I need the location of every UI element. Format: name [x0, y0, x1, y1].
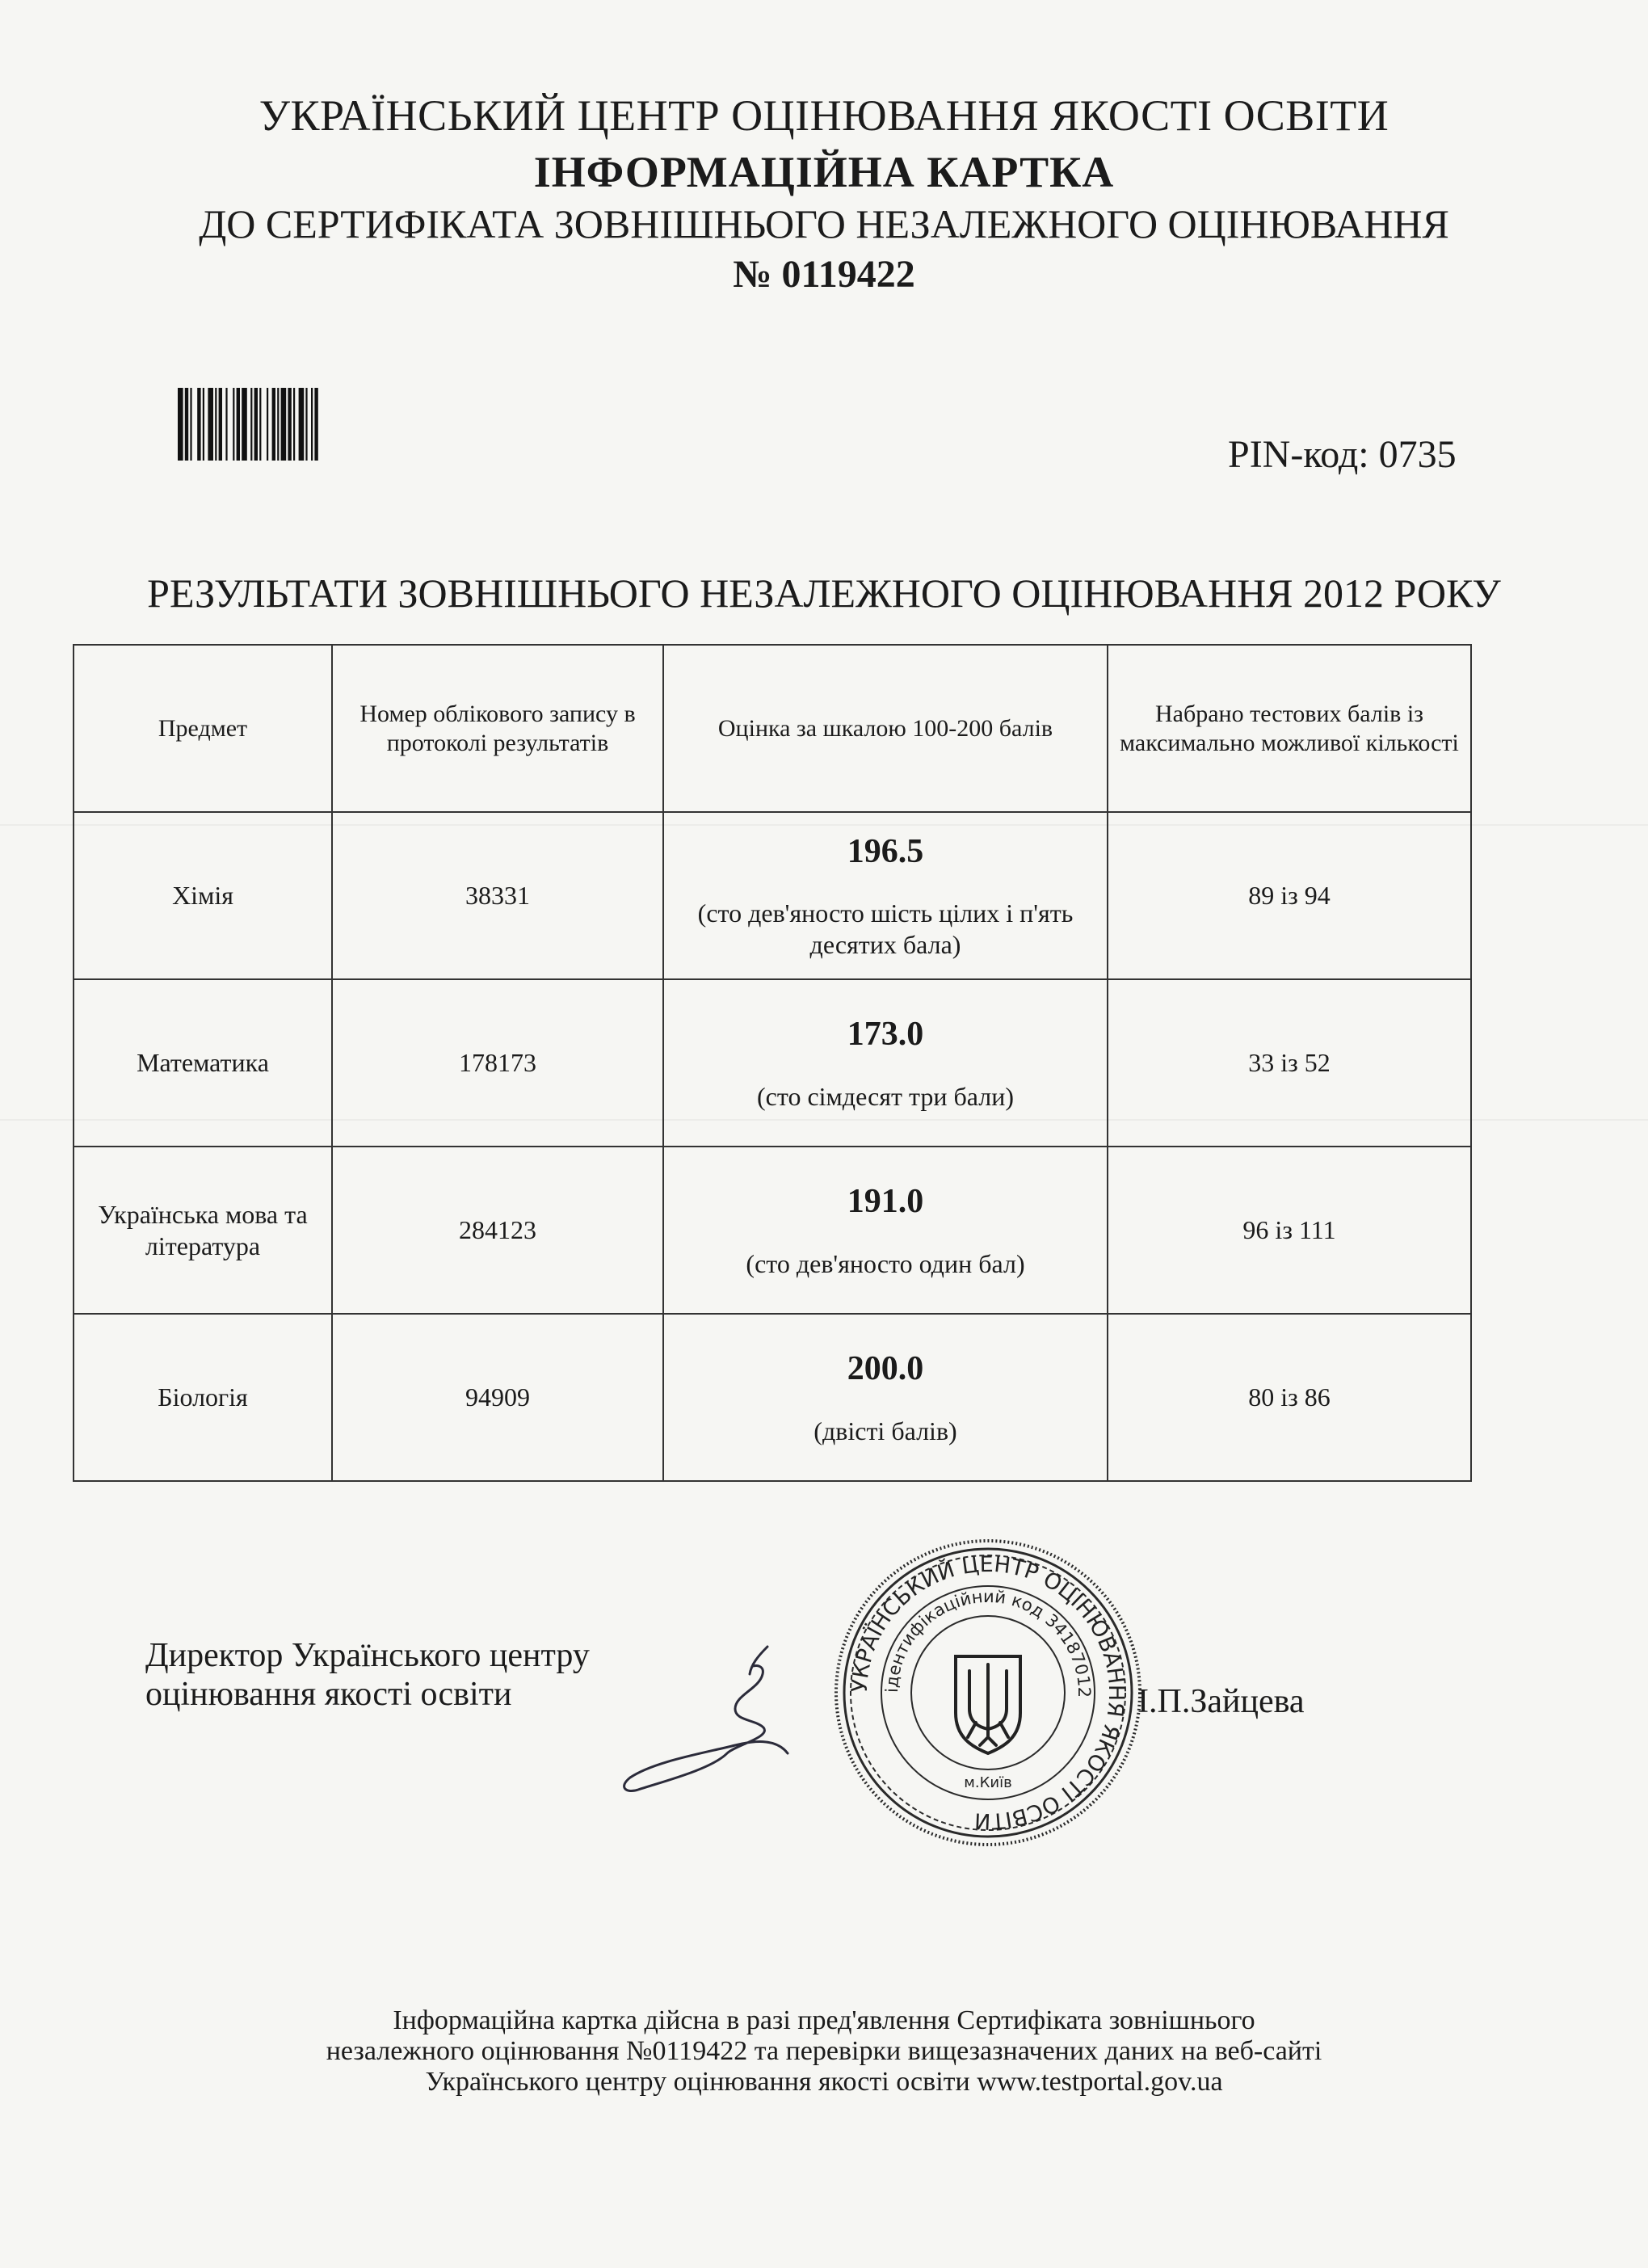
footer-line: незалежного оцінювання №0119422 та перевірки вищезазначених даних на веб-сайті — [326, 2036, 1322, 2066]
barcode-bar — [259, 388, 261, 461]
column-header-record: Номер облікового запису в протоколі результатів — [332, 645, 663, 812]
barcode-bar — [237, 388, 240, 461]
column-header-score: Оцінка за шкалою 100-200 балів — [663, 645, 1108, 812]
barcode-bar — [314, 388, 317, 461]
score-value: 200.0 — [847, 1350, 924, 1388]
official-seal — [830, 1535, 1146, 1850]
score-cell — [663, 812, 1108, 979]
points-cell: 96 із 111 — [1108, 1147, 1471, 1314]
director-line: оцінювання якості освіти — [145, 1676, 512, 1714]
column-header-subject: Предмет — [74, 645, 332, 812]
score-value: 191.0 — [847, 1183, 924, 1221]
barcode — [178, 388, 444, 461]
seal-inner-text: ідентифікаційний код 34187012 — [881, 1586, 1095, 1698]
organization-title: УКРАЇНСЬКИЙ ЦЕНТР ОЦІНЮВАННЯ ЯКОСТІ ОСВІТИ — [259, 91, 1389, 140]
barcode-bar — [277, 388, 279, 461]
barcode-bar — [267, 388, 268, 461]
score-in-words: (сто дев'яносто шість цілих і п'ять десятих бала) — [697, 898, 1074, 959]
points-cell: 80 із 86 — [1108, 1314, 1471, 1481]
record-cell: 178173 — [332, 979, 663, 1147]
score-in-words: (сто сімдесят три бали) — [757, 1081, 1014, 1111]
points-cell: 33 із 52 — [1108, 979, 1471, 1147]
barcode-bar — [197, 388, 200, 461]
barcode-bar — [272, 388, 275, 461]
subject-cell: Хімія — [74, 812, 332, 979]
score-value: 196.5 — [847, 832, 924, 870]
handwritten-signature — [614, 1632, 824, 1802]
barcode-bar — [293, 388, 295, 461]
barcode-bar — [288, 388, 291, 461]
score-in-words: (двісті балів) — [813, 1416, 957, 1445]
barcode-bar — [250, 388, 252, 461]
record-cell: 284123 — [332, 1147, 663, 1314]
barcode-bar — [203, 388, 204, 461]
barcode-bar — [208, 388, 213, 461]
pin-code: PIN-код: 0735 — [1228, 433, 1457, 476]
card-title: ІНФОРМАЦІЙНА КАРТКА — [533, 148, 1115, 196]
score-cell — [663, 1314, 1108, 1481]
barcode-bar — [299, 388, 305, 461]
barcode-bar — [178, 388, 183, 461]
table-row — [74, 1147, 1471, 1314]
points-cell: 89 із 94 — [1108, 812, 1471, 979]
seal-city: м.Київ — [964, 1774, 1012, 1791]
table-row — [74, 1314, 1471, 1481]
signer-name: І.П.Зайцева — [1137, 1683, 1305, 1720]
results-title: РЕЗУЛЬТАТИ ЗОВНІШНЬОГО НЕЗАЛЕЖНОГО ОЦІНЮВАННЯ 2012 РОКУ — [147, 570, 1501, 616]
table-header-row — [74, 645, 1471, 812]
score-in-words: (сто дев'яносто один бал) — [746, 1248, 1025, 1278]
certificate-number: № 0119422 — [733, 253, 915, 296]
score-cell — [663, 979, 1108, 1147]
table-row — [74, 812, 1471, 979]
barcode-bar — [311, 388, 313, 461]
barcode-bar — [219, 388, 222, 461]
seal-outer-text: УКРАЇНСЬКИЙ ЦЕНТР ОЦІНЮВАННЯ ЯКОСТІ ОСВІТИ — [847, 1551, 1129, 1834]
record-cell: 38331 — [332, 812, 663, 979]
certificate-line: ДО СЕРТИФІКАТА ЗОВНІШНЬОГО НЕЗАЛЕЖНОГО ОЦІНЮВАННЯ — [199, 201, 1449, 246]
footer-line: Інформаційна картка дійсна в разі пред'явлення Сертифіката зовнішнього — [393, 2005, 1255, 2035]
column-header-points: Набрано тестових балів із максимально можливої кількості — [1108, 645, 1471, 812]
results-table — [73, 644, 1472, 1482]
barcode-bar — [215, 388, 217, 461]
barcode-bar — [225, 388, 227, 461]
score-cell — [663, 1147, 1108, 1314]
barcode-bar — [281, 388, 287, 461]
subject-cell: Українська мова та література — [74, 1147, 332, 1314]
barcode-bar — [185, 388, 188, 461]
barcode-bar — [254, 388, 258, 461]
barcode-bar — [305, 388, 307, 461]
subject-cell: Біологія — [74, 1314, 332, 1481]
footer-line: Українського центру оцінювання якості освіти www.testportal.gov.ua — [425, 2067, 1223, 2097]
barcode-bar — [233, 388, 234, 461]
score-value: 173.0 — [847, 1016, 924, 1054]
trident-emblem-icon — [956, 1656, 1020, 1753]
barcode-bar — [190, 388, 191, 461]
table-row — [74, 979, 1471, 1147]
director-line: Директор Українського центру — [145, 1637, 590, 1674]
record-cell: 94909 — [332, 1314, 663, 1481]
barcode-bar — [242, 388, 247, 461]
director-title — [145, 1636, 590, 1715]
subject-cell: Математика — [74, 979, 332, 1147]
